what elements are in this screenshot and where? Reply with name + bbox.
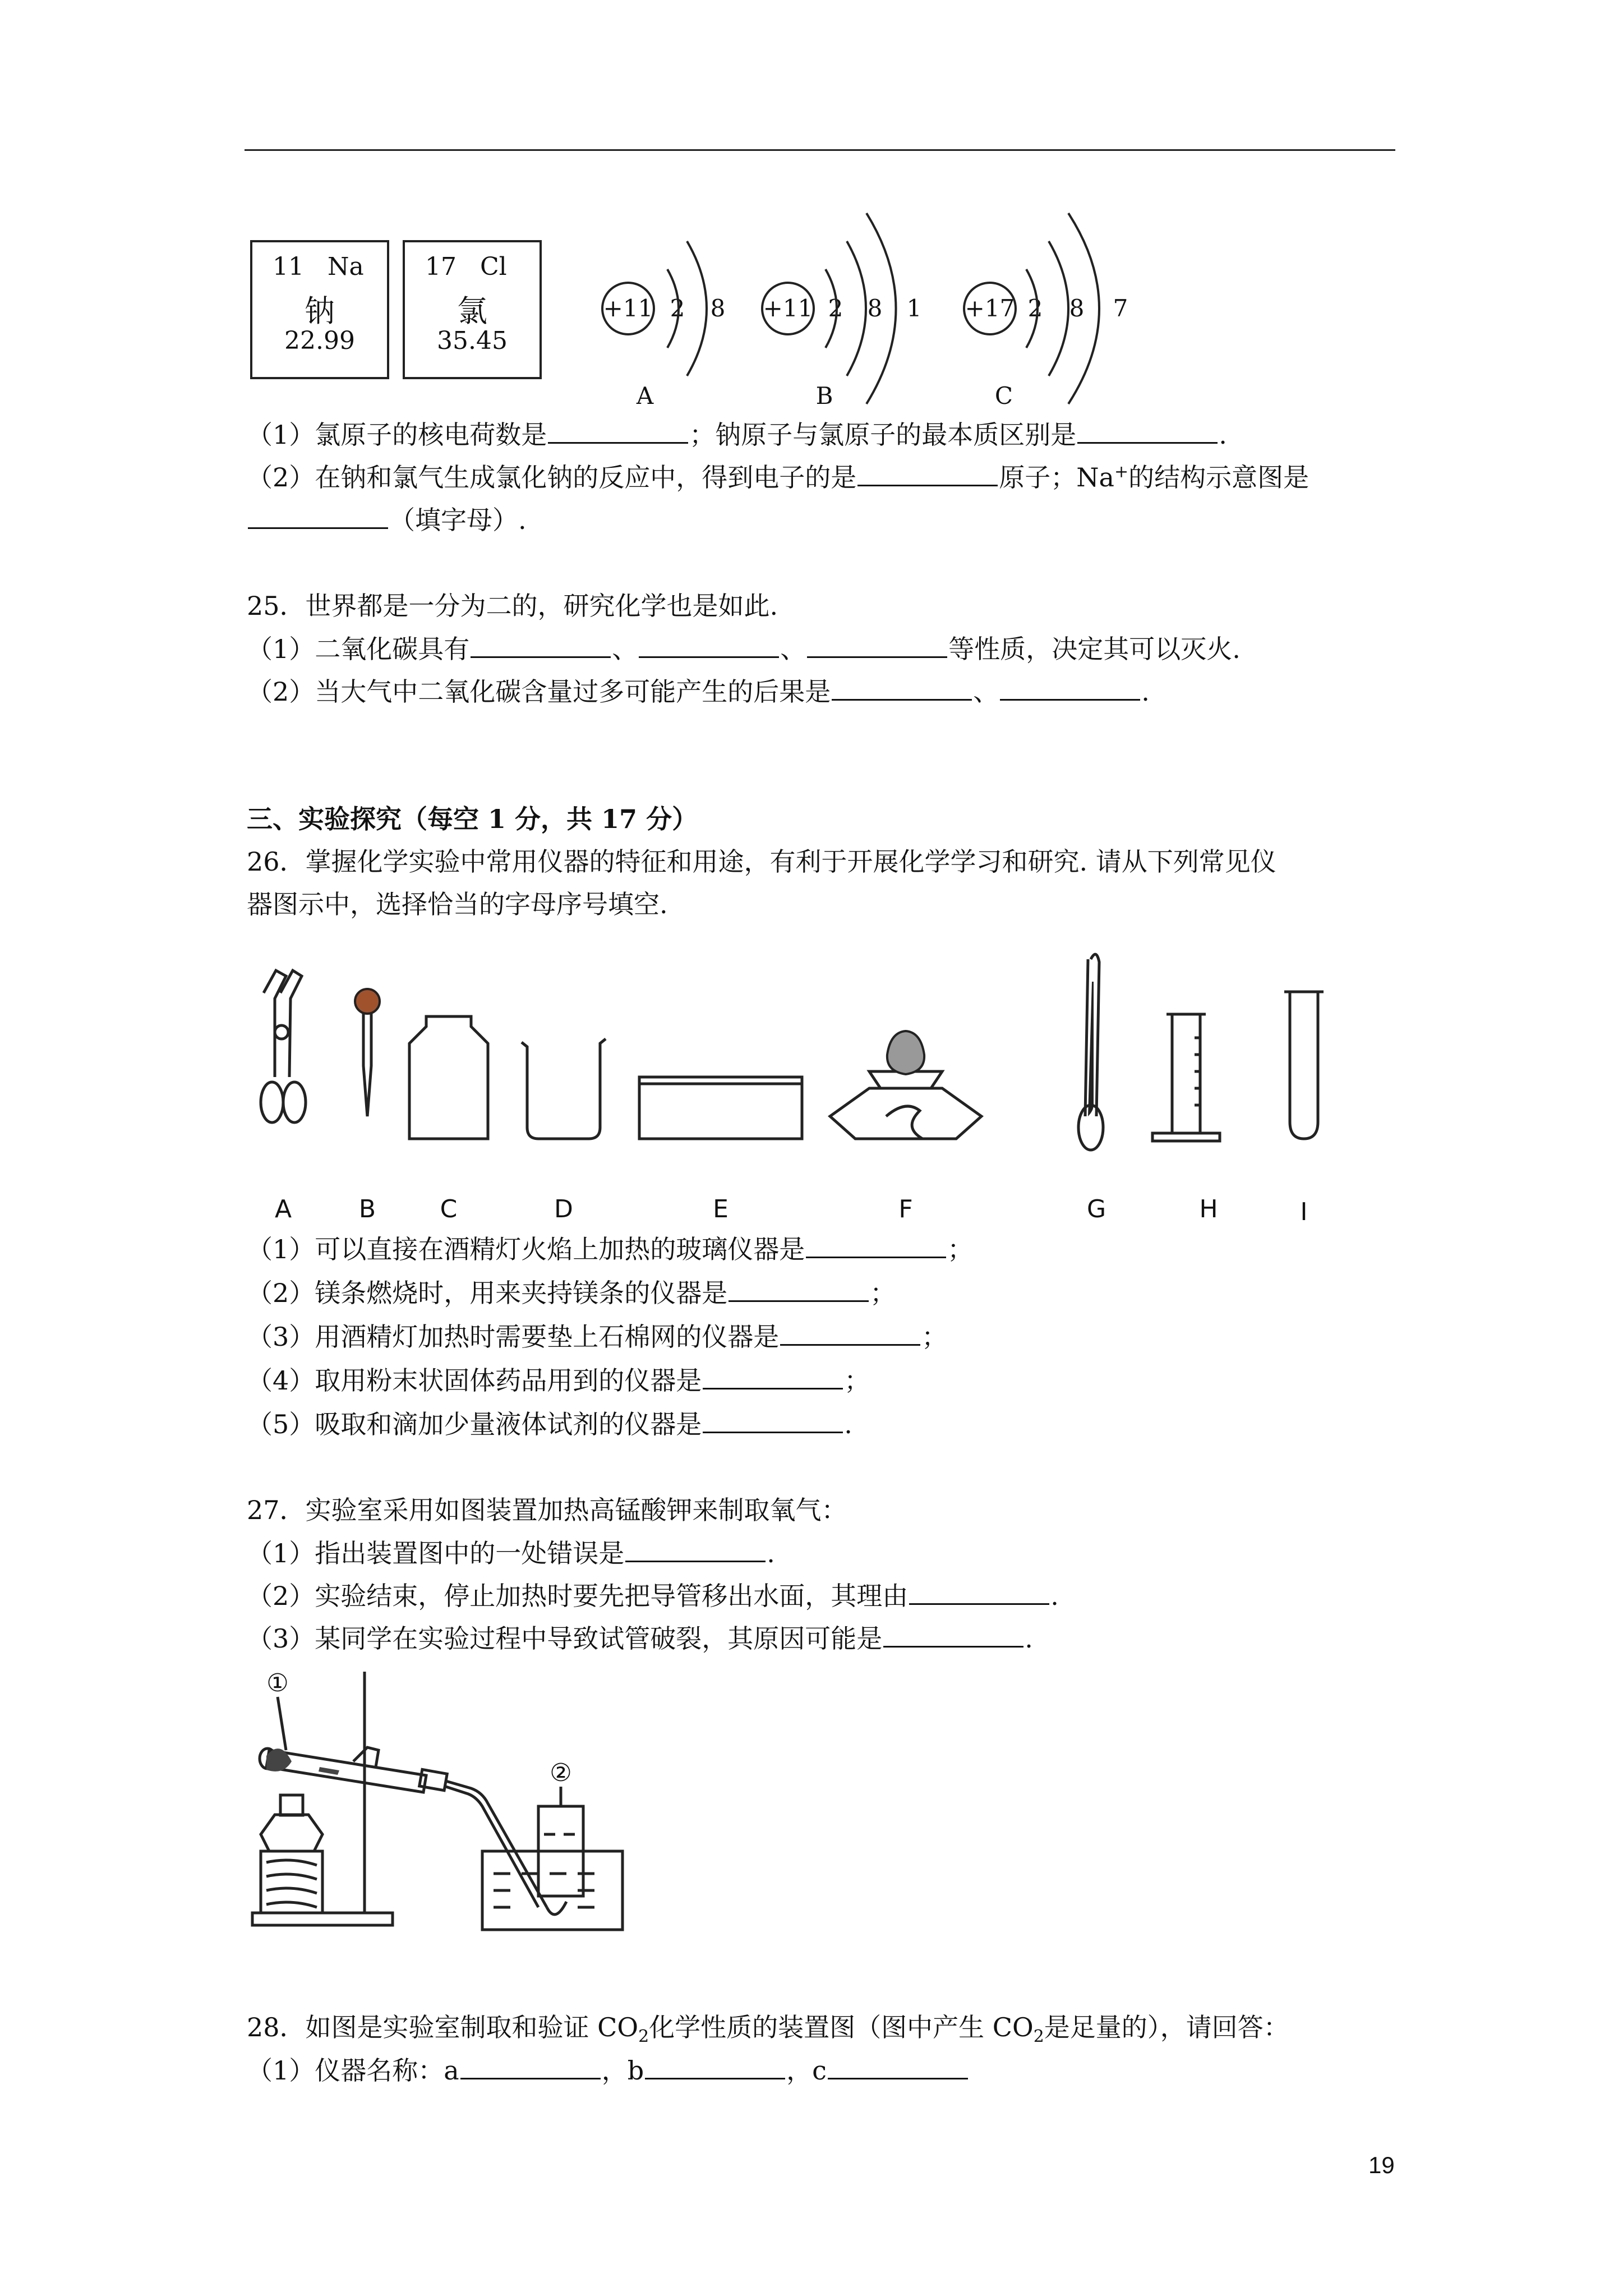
q26-item-1: （1）可以直接在酒精灯火焰上加热的玻璃仪器是 ； [247,1231,973,1267]
wide-mouth-bottle-icon [409,1016,488,1139]
page-number: 19 [1368,2152,1395,2178]
q28-title: 28．如图是实验室制取和验证 $CO_2$化学性质的装置图（图中产生 $CO_2$是足量的），请回答： [247,2012,1289,2047]
graduated-cylinder-icon [1152,1014,1220,1141]
element-mass: 35.45 [437,326,508,355]
q26-item-2: （2）镁条燃烧时，用来夹持镁条的仪器是 ； [247,1274,896,1311]
q25-line-2: （2）当大气中二氧化碳含量过多可能产生的后果是 、 . [247,673,1150,710]
instrument-letter: F [898,1195,913,1223]
atom-b-letter: B [815,382,833,409]
answer-blank[interactable] [625,1535,766,1562]
lab-instruments-diagram [241,931,1396,1234]
dropper-icon [363,999,371,1116]
answer-blank[interactable] [832,673,972,701]
atom-a-letter: A [636,382,654,409]
q27-item-3: （3）某同学在实验过程中导致试管破裂，其原因可能是 . [247,1620,1033,1657]
answer-blank[interactable] [728,1274,869,1302]
answer-blank[interactable] [703,1362,843,1389]
instrument-letter: E [713,1195,728,1223]
instrument-letter: B [358,1195,376,1223]
atom-a-shell-1: 2 [670,295,685,322]
answer-blank[interactable] [703,1406,843,1433]
answer-blank[interactable] [807,631,947,658]
atom-b-shell-3: 1 [906,295,922,322]
answer-blank[interactable] [909,1577,1049,1605]
instrument-letter: G [1086,1195,1106,1223]
atom-c-shell-2: 8 [1069,295,1085,322]
label-1: ① [266,1669,289,1697]
instrument-letter: H [1199,1195,1218,1223]
q27-title: 27．实验室采用如图装置加热高锰酸钾来制取氧气： [247,1495,847,1525]
q26-item-5: （5）吸取和滴加少量液体试剂的仪器是 . [247,1406,852,1442]
q25-line-1: （1）二氧化碳具有 、 、 等性质，决定其可以灭火. [247,631,1241,667]
q27-item-2: （2）实验结束，停止加热时要先把导管移出水面，其理由 . [247,1577,1059,1614]
answer-blank[interactable] [806,1231,946,1258]
answer-blank[interactable] [639,631,779,658]
answer-blank[interactable] [248,501,388,529]
q24-line-2: （2）在钠和氯气生成氯化钠的反应中，得到电子的是 原子；Na+的结构示意图是 [247,459,1309,495]
atom-c-nucleus: +17 [965,295,1015,322]
atomic-structure-diagrams [583,196,1155,415]
atom-c-shell-1: 2 [1027,295,1043,322]
q26-title-line-2: 器图示中，选择恰当的字母序号填空. [247,889,668,919]
atom-a-nucleus: +11 [603,295,653,322]
answer-blank[interactable] [780,1318,920,1346]
answer-blank[interactable] [1000,673,1140,701]
answer-blank[interactable] [828,2052,968,2079]
section-heading: 三、实验探究（每空 1 分，共 17 分） [247,804,698,834]
answer-blank[interactable] [471,631,611,658]
q25-title: 25．世界都是一分为二的，研究化学也是如此. [247,591,778,621]
atom-c-letter: C [994,382,1013,409]
answer-blank[interactable] [460,2052,601,2079]
alcohol-lamp-icon [830,1071,981,1139]
q26-item-3: （3）用酒精灯加热时需要垫上石棉网的仪器是 ； [247,1318,947,1355]
answer-blank[interactable] [883,1620,1023,1648]
instrument-letter: D [554,1195,573,1223]
header-rule [245,149,1395,151]
periodic-entry-cl [403,240,542,379]
beaker-icon [522,1039,606,1139]
q24-line-3: （填字母）. [247,501,527,538]
answer-blank[interactable] [548,416,688,444]
q28-line-1: （1）仪器名称：a ，b ，c [247,2052,969,2088]
crucible-tongs-icon [261,970,306,1122]
element-number-symbol: 17 Cl [425,252,507,281]
answer-blank[interactable] [645,2052,785,2079]
periodic-entry-na [250,240,389,379]
test-tube-icon [1284,992,1324,1139]
element-mass: 22.99 [284,326,355,355]
answer-blank[interactable] [857,459,998,486]
instrument-letter: A [274,1195,292,1223]
atom-b-nucleus: +11 [763,295,813,322]
atom-b-shell-2: 8 [867,295,883,322]
q26-title-line-1: 26．掌握化学实验中常用仪器的特征和用途，有利于开展化学学习和研究. 请从下列常见仪 [247,846,1276,877]
oxygen-apparatus-diagram [241,1666,701,1947]
answer-blank[interactable] [1077,416,1218,444]
element-name: 钠 [305,293,335,329]
instrument-letter: I [1300,1198,1308,1226]
atom-a-shell-2: 8 [710,295,726,322]
water-trough-icon [639,1077,802,1139]
element-number-symbol: 11 Na [273,252,364,281]
element-name: 氯 [457,293,487,329]
instrument-letter: C [440,1195,458,1223]
atom-c-shell-3: 7 [1113,295,1128,322]
q26-item-4: （4）取用粉末状固体药品用到的仪器是 ； [247,1362,870,1398]
label-2: ② [550,1759,572,1787]
q24-line-1: （1）氯原子的核电荷数是 ；钠原子与氯原子的最本质区别是 . [247,416,1227,453]
q27-item-1: （1）指出装置图中的一处错误是 . [247,1535,775,1571]
atom-b-shell-1: 2 [828,295,843,322]
